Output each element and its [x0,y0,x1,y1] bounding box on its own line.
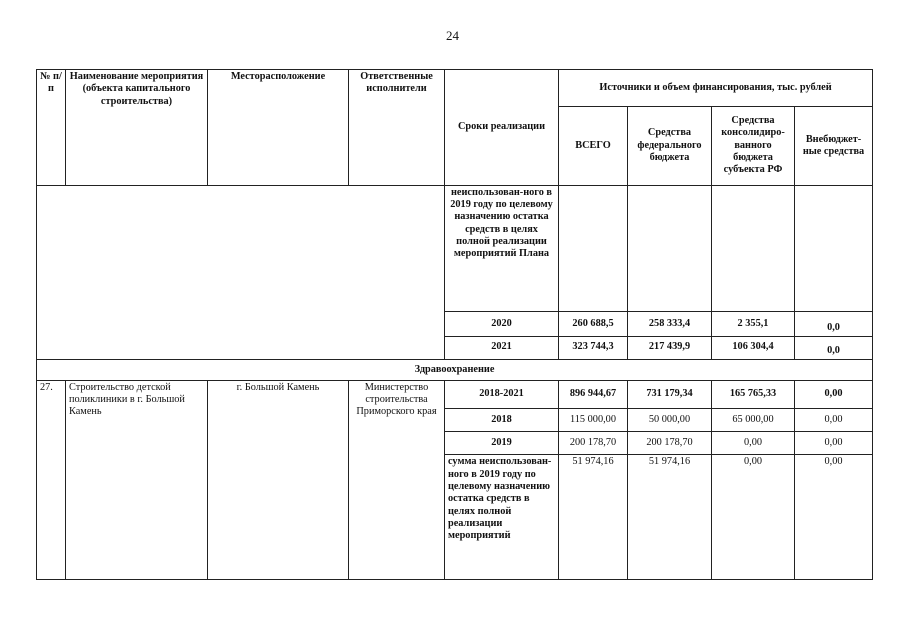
extra-cell: 0,00 [795,455,873,580]
item-num: 27. [37,380,66,579]
consolidated-cell: 106 304,4 [712,336,795,359]
consolidated-cell: 0,00 [712,432,795,455]
header-location: Месторасположение [208,70,349,186]
period-cell: неиспользован-ного в 2019 году по целевому назначению остатка средств в целях полной реализации мероприятий Плана [445,185,559,312]
period-cell: 2018-2021 [445,380,559,408]
period-cell: сумма неиспользован-ного в 2019 году по целевому назначению остатка средств в целях полной реализации мероприятий [445,455,559,580]
header-consolidated: Средства консолидиро-ванного бюджета субъекта РФ [712,107,795,185]
consolidated-cell: 0,00 [712,455,795,580]
table-row [37,380,873,408]
consolidated-cell: 2 355,1 [712,312,795,336]
total-cell: 260 688,5 [559,312,628,336]
item-name: Строительство детской поликлиники в г. Большой Камень [66,380,208,579]
extra-cell: 0,00 [795,380,873,408]
header-period: Сроки реализации [445,70,559,186]
total-cell [559,185,628,312]
consolidated-cell: 65 000,00 [712,408,795,431]
extra-cell: 0,0 [795,336,873,359]
consolidated-cell [712,185,795,312]
total-cell: 51 974,16 [559,455,628,580]
item-responsible: Министерство строительства Приморского края [349,380,445,579]
page-number: 24 [446,28,459,43]
consolidated-cell: 165 765,33 [712,380,795,408]
header-sources: Источники и объем финансирования, тыс. рублей [559,70,873,107]
table-row [37,185,873,312]
total-cell: 896 944,67 [559,380,628,408]
total-cell: 115 000,00 [559,408,628,431]
item-location: г. Большой Камень [208,380,349,579]
header-federal: Средства федерального бюджета [628,107,712,185]
header-extra: Внебюджет-ные средства [795,107,873,185]
header-name: Наименование мероприятия (объекта капитального строительства) [66,70,208,186]
federal-cell: 731 179,34 [628,380,712,408]
header-total: ВСЕГО [559,107,628,185]
period-cell: 2018 [445,408,559,431]
financing-table [36,69,873,580]
extra-cell: 0,00 [795,432,873,455]
section-title: Здравоохранение [37,359,873,380]
extra-cell: 0,0 [795,312,873,336]
period-cell: 2019 [445,432,559,455]
header-responsible: Ответственные исполнители [349,70,445,186]
total-cell: 323 744,3 [559,336,628,359]
period-cell: 2020 [445,312,559,336]
merged-blank-cell [37,185,445,359]
total-cell: 200 178,70 [559,432,628,455]
federal-cell: 217 439,9 [628,336,712,359]
period-cell: 2021 [445,336,559,359]
federal-cell: 200 178,70 [628,432,712,455]
extra-cell [795,185,873,312]
extra-cell: 0,00 [795,408,873,431]
federal-cell: 50 000,00 [628,408,712,431]
federal-cell: 51 974,16 [628,455,712,580]
header-num: № п/п [37,70,66,186]
federal-cell [628,185,712,312]
federal-cell: 258 333,4 [628,312,712,336]
